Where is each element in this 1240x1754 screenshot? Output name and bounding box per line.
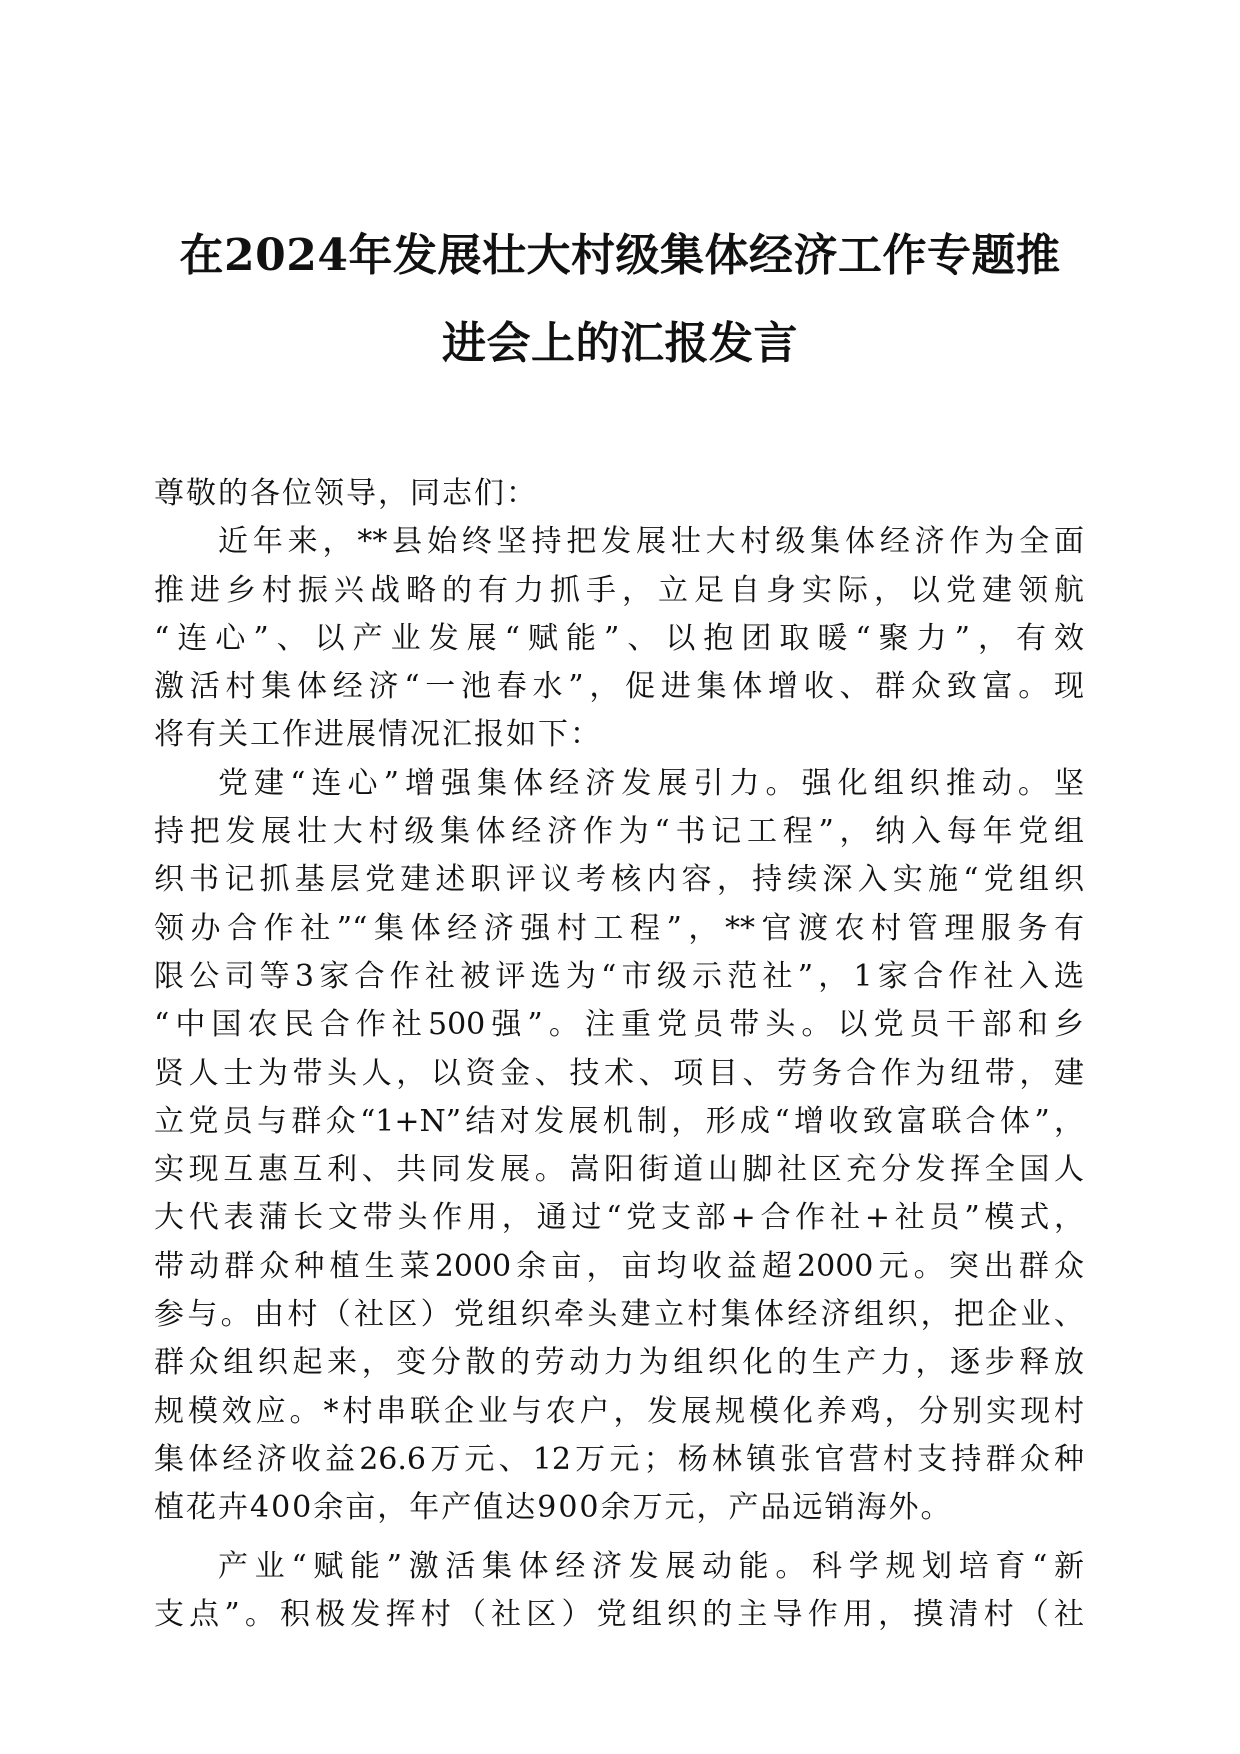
- body-line: 集体经济收益26.6万元、12万元；杨林镇张官营村支持群众种: [154, 1441, 1084, 1477]
- body-line: 规模效应。*村串联企业与农户，发展规模化养鸡，分别实现村: [154, 1393, 1084, 1429]
- body-line: 参与。由村（社区）党组织牵头建立村集体经济组织，把企业、: [154, 1297, 1084, 1333]
- body-line: 将有关工作进展情况汇报如下：: [154, 717, 602, 753]
- body-line: 领办合作社”“集体经济强村工程”，**官渡农村管理服务有: [154, 910, 1084, 946]
- body-line: 大代表蒲长文带头作用，通过“党支部+合作社+社员”模式，: [154, 1200, 1084, 1236]
- body-line: 推进乡村振兴战略的有力抓手，立足自身实际，以党建领航: [154, 572, 1084, 608]
- body-line: 限公司等3家合作社被评选为“市级示范社”，1家合作社入选: [154, 958, 1084, 994]
- salutation: 尊敬的各位领导，同志们：: [154, 476, 538, 511]
- body-line: 立党员与群众“1+N”结对发展机制，形成“增收致富联合体”，: [154, 1103, 1084, 1139]
- document-body: [154, 470, 1084, 1639]
- body-line: 植花卉400余亩，年产值达900余万元，产品远销海外。: [154, 1490, 953, 1526]
- body-line: 产业“赋能”激活集体经济发展动能。科学规划培育“新: [218, 1548, 1084, 1584]
- body-line: 织书记抓基层党建述职评议考核内容，持续深入实施“党组织: [154, 862, 1084, 898]
- body-line: “连心”、以产业发展“赋能”、以抱团取暖“聚力”，有效: [154, 620, 1084, 656]
- body-line: 带动群众种植生菜2000余亩，亩均收益超2000元。突出群众: [154, 1248, 1084, 1284]
- body-line: 支点”。积极发挥村（社区）党组织的主导作用，摸清村（社: [154, 1596, 1084, 1632]
- body-line: “中国农民合作社500强”。注重党员带头。以党员干部和乡: [154, 1007, 1084, 1043]
- body-line: 党建“连心”增强集体经济发展引力。强化组织推动。坚: [218, 765, 1084, 801]
- body-line: 近年来，**县始终坚持把发展壮大村级集体经济作为全面: [218, 524, 1084, 560]
- body-line: 群众组织起来，变分散的劳动力为组织化的生产力，逐步释放: [154, 1345, 1084, 1381]
- title-line-1: 在2024年发展壮大村级集体经济工作专题推: [179, 230, 1061, 281]
- document-title: [150, 228, 1090, 372]
- body-line: 实现互惠互利、共同发展。嵩阳街道山脚社区充分发挥全国人: [154, 1152, 1084, 1188]
- body-line: 激活村集体经济“一池春水”，促进集体增收、群众致富。现: [154, 669, 1084, 705]
- body-line: 持把发展壮大村级集体经济作为“书记工程”，纳入每年党组: [154, 814, 1084, 850]
- title-line-2: 进会上的汇报发言: [442, 318, 798, 369]
- body-line: 贤人士为带头人，以资金、技术、项目、劳务合作为纽带，建: [154, 1055, 1084, 1091]
